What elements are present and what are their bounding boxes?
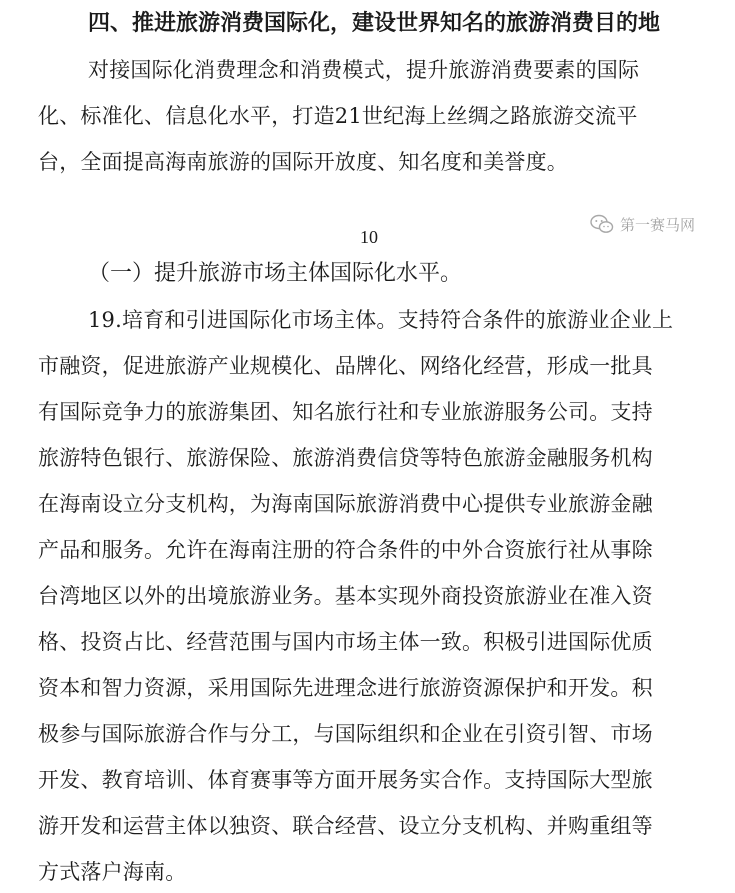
section-heading: 四、推进旅游消费国际化，建设世界知名的旅游消费目的地 bbox=[88, 11, 661, 36]
paragraph-line: 在海南设立分支机构，为海南国际旅游消费中心提供专业旅游金融 bbox=[38, 492, 653, 516]
wechat-icon bbox=[590, 214, 614, 234]
paragraph-line: 方式落户海南。 bbox=[38, 860, 187, 884]
paragraph-line: 19.培育和引进国际化市场主体。支持符合条件的旅游业企业上 bbox=[88, 308, 674, 332]
paragraph-line: 市融资，促进旅游产业规模化、品牌化、网络化经营，形成一批具 bbox=[38, 354, 653, 378]
intro-line: 化、标准化、信息化水平，打造21世纪海上丝绸之路旅游交流平 bbox=[38, 104, 638, 128]
paragraph-line: 产品和服务。允许在海南注册的符合条件的中外合资旅行社从事除 bbox=[38, 538, 653, 562]
page-number: 10 bbox=[360, 227, 378, 247]
paragraph-line: 有国际竞争力的旅游集团、知名旅行社和专业旅游服务公司。支持 bbox=[38, 400, 653, 424]
subsection-heading: （一）提升旅游市场主体国际化水平。 bbox=[88, 261, 463, 286]
intro-line: 台，全面提高海南旅游的国际开放度、知名度和美誉度。 bbox=[38, 150, 568, 174]
watermark bbox=[590, 210, 695, 238]
paragraph-line: 开发、教育培训、体育赛事等方面开展务实合作。支持国际大型旅 bbox=[38, 768, 653, 792]
paragraph-line: 资本和智力资源，采用国际先进理念进行旅游资源保护和开发。积 bbox=[38, 676, 653, 700]
paragraph-line: 旅游特色银行、旅游保险、旅游消费信贷等特色旅游金融服务机构 bbox=[38, 446, 653, 470]
paragraph-line: 格、投资占比、经营范围与国内市场主体一致。积极引进国际优质 bbox=[38, 630, 653, 654]
paragraph-line: 极参与国际旅游合作与分工，与国际组织和企业在引资引智、市场 bbox=[38, 722, 653, 746]
paragraph-line: 游开发和运营主体以独资、联合经营、设立分支机构、并购重组等 bbox=[38, 814, 653, 838]
paragraph-line: 台湾地区以外的出境旅游业务。基本实现外商投资旅游业在准入资 bbox=[38, 584, 653, 608]
watermark-text: 第一赛马网 bbox=[620, 215, 696, 234]
intro-line: 对接国际化消费理念和消费模式，提升旅游消费要素的国际 bbox=[88, 58, 640, 82]
